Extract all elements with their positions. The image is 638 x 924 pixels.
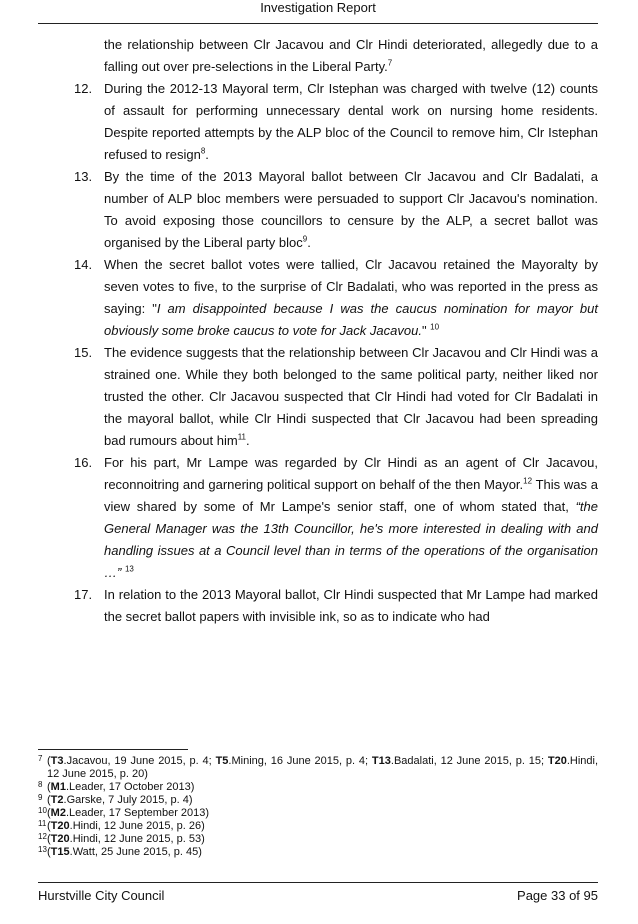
transcript-code: T3 bbox=[50, 755, 64, 767]
transcript-code: T2 bbox=[50, 794, 64, 806]
footnote-separator bbox=[38, 749, 188, 750]
text-run: .Leader, 17 October 2013) bbox=[65, 781, 195, 793]
quoted-text: I am disappointed because I was the caucus nomination for mayor but obviously some broke caucus to vote for Jack Jacavou. bbox=[104, 301, 599, 338]
text-run: During the 2012-13 Mayoral term, Clr Istephan was charged with twelve (12) counts of assault for performing unnecessary dental work on nursing home residents. Despite reported attempts by the ALP bloc of the Council to remove him, Clr Istephan refused to resign bbox=[104, 81, 598, 162]
text-run: . bbox=[246, 433, 250, 448]
footnote bbox=[38, 794, 598, 807]
text-run: ( bbox=[47, 820, 51, 832]
numbered-paragraph bbox=[38, 452, 598, 584]
text-run: .Leader, 17 September 2013) bbox=[65, 807, 210, 819]
text-run: .Garske, 7 July 2015, p. 4) bbox=[63, 794, 193, 806]
footnote-number: 8 bbox=[38, 780, 43, 789]
text-run: .Hindi, 12 June 2015, p. 53) bbox=[69, 833, 205, 845]
transcript-code: T20 bbox=[547, 755, 567, 767]
numbered-paragraph bbox=[38, 342, 598, 452]
text-run: .Watt, 25 June 2015, p. 45) bbox=[69, 846, 202, 858]
text-run: .Mining, 16 June 2015, p. 4; bbox=[228, 755, 372, 767]
paragraph-number: 16. bbox=[74, 455, 93, 470]
paragraph-number: 12. bbox=[74, 81, 93, 96]
text-run: ( bbox=[47, 794, 51, 806]
header-rule bbox=[38, 23, 598, 24]
numbered-paragraph bbox=[38, 584, 598, 628]
footnote-number: 9 bbox=[38, 793, 43, 802]
footnote bbox=[38, 833, 598, 846]
footnote-reference: 10 bbox=[430, 322, 440, 332]
text-run: ( bbox=[47, 846, 51, 858]
footnote-reference: 8 bbox=[200, 146, 206, 156]
text-run: ( bbox=[47, 807, 51, 819]
numbered-paragraph bbox=[38, 254, 598, 342]
footnotes-section bbox=[38, 755, 598, 859]
text-run: The evidence suggests that the relationship between Clr Jacavou and Clr Hindi was a strained one. While they both belonged to the same political party, neither liked nor trusted the other. Clr Jacavou suspected that Clr Hindi had voted for Clr Badalati in the mayoral ballot, while Clr Hindi suspected that Clr Jacavou had been spreading bad rumours about him bbox=[104, 345, 598, 448]
paragraph-number: 17. bbox=[74, 587, 93, 602]
transcript-code: T13 bbox=[371, 755, 391, 767]
footnote-number: 10 bbox=[38, 806, 47, 815]
footnote bbox=[38, 807, 598, 820]
footnote-reference: 9 bbox=[302, 234, 308, 244]
text-run: the relationship between Clr Jacavou and Clr Hindi deteriorated, allegedly due to a falling out over pre-selections in the Liberal Party. bbox=[104, 37, 598, 74]
text-run: By the time of the 2013 Mayoral ballot between Clr Jacavou and Clr Badalati, a number of ALP bloc members were persuaded to support Clr Jacavou's nomination. To avoid exposing those councillors to censure by the ALP, a secret ballot was organised by the Liberal party bloc bbox=[104, 169, 598, 250]
text-run: . bbox=[205, 147, 209, 162]
footer-organisation: Hurstville City Council bbox=[38, 888, 165, 903]
text-run: For his part, Mr Lampe was regarded by Clr Hindi as an agent of Clr Jacavou, reconnoitring and garnering political support on behalf of the then Mayor. bbox=[104, 455, 598, 492]
numbered-paragraph bbox=[38, 78, 598, 166]
footnote bbox=[38, 846, 598, 859]
footnote-number: 11 bbox=[38, 819, 47, 828]
footnote-number: 7 bbox=[38, 754, 43, 763]
numbered-paragraph bbox=[38, 34, 598, 78]
page-header-title: Investigation Report bbox=[260, 0, 376, 15]
footnote-reference: 12 bbox=[523, 476, 533, 486]
text-run: ( bbox=[47, 755, 51, 767]
text-run: . bbox=[307, 235, 311, 250]
text-run: ( bbox=[47, 781, 51, 793]
text-run: .Hindi, 12 June 2015, p. 26) bbox=[69, 820, 205, 832]
footnote bbox=[38, 820, 598, 833]
footnote-reference: 11 bbox=[237, 432, 246, 442]
text-run: .Badalati, 12 June 2015, p. 15; bbox=[390, 755, 548, 767]
text-run: .Hindi, 12 June 2015, p. 20) bbox=[47, 755, 599, 780]
text-run: " bbox=[421, 323, 431, 338]
quoted-text: “the General Manager was the 13th Councillor, he's more interested in dealing with and handling issues at a Council level than in terms of the operations of the organisation …” bbox=[104, 499, 598, 580]
transcript-code: T20 bbox=[50, 820, 70, 832]
transcript-code: M1 bbox=[50, 781, 66, 793]
numbered-paragraph bbox=[38, 166, 598, 254]
text-run: In relation to the 2013 Mayoral ballot, Clr Hindi suspected that Mr Lampe had marked the secret ballot papers with invisible ink, so as to indicate who had bbox=[104, 587, 598, 624]
transcript-code: T20 bbox=[50, 833, 70, 845]
transcript-code: M2 bbox=[50, 807, 66, 819]
text-run: .Jacavou, 19 June 2015, p. 4; bbox=[63, 755, 216, 767]
report-body bbox=[38, 34, 598, 628]
footnote-number: 13 bbox=[38, 845, 47, 854]
footnote-number: 12 bbox=[38, 832, 47, 841]
paragraph-number: 13. bbox=[74, 169, 93, 184]
footnote-reference: 7 bbox=[387, 58, 393, 68]
paragraph-number: 14. bbox=[74, 257, 93, 272]
footer-rule bbox=[38, 882, 598, 883]
text-run: When the secret ballot votes were tallied, Clr Jacavou retained the Mayoralty by seven votes to five, to the surprise of Clr Badalati, who was reported in the press as saying: " bbox=[104, 257, 598, 316]
text-run: ( bbox=[47, 833, 51, 845]
footer-page-number: Page 33 of 95 bbox=[517, 888, 598, 903]
footnote-reference: 13 bbox=[124, 564, 134, 574]
text-run: This was a view shared by some of Mr Lampe's senior staff, one of whom stated that, bbox=[104, 477, 598, 514]
transcript-code: T5 bbox=[215, 755, 229, 767]
paragraph-number: 15. bbox=[74, 345, 93, 360]
footnote bbox=[38, 781, 598, 794]
transcript-code: T15 bbox=[50, 846, 70, 858]
footnote bbox=[38, 755, 598, 781]
